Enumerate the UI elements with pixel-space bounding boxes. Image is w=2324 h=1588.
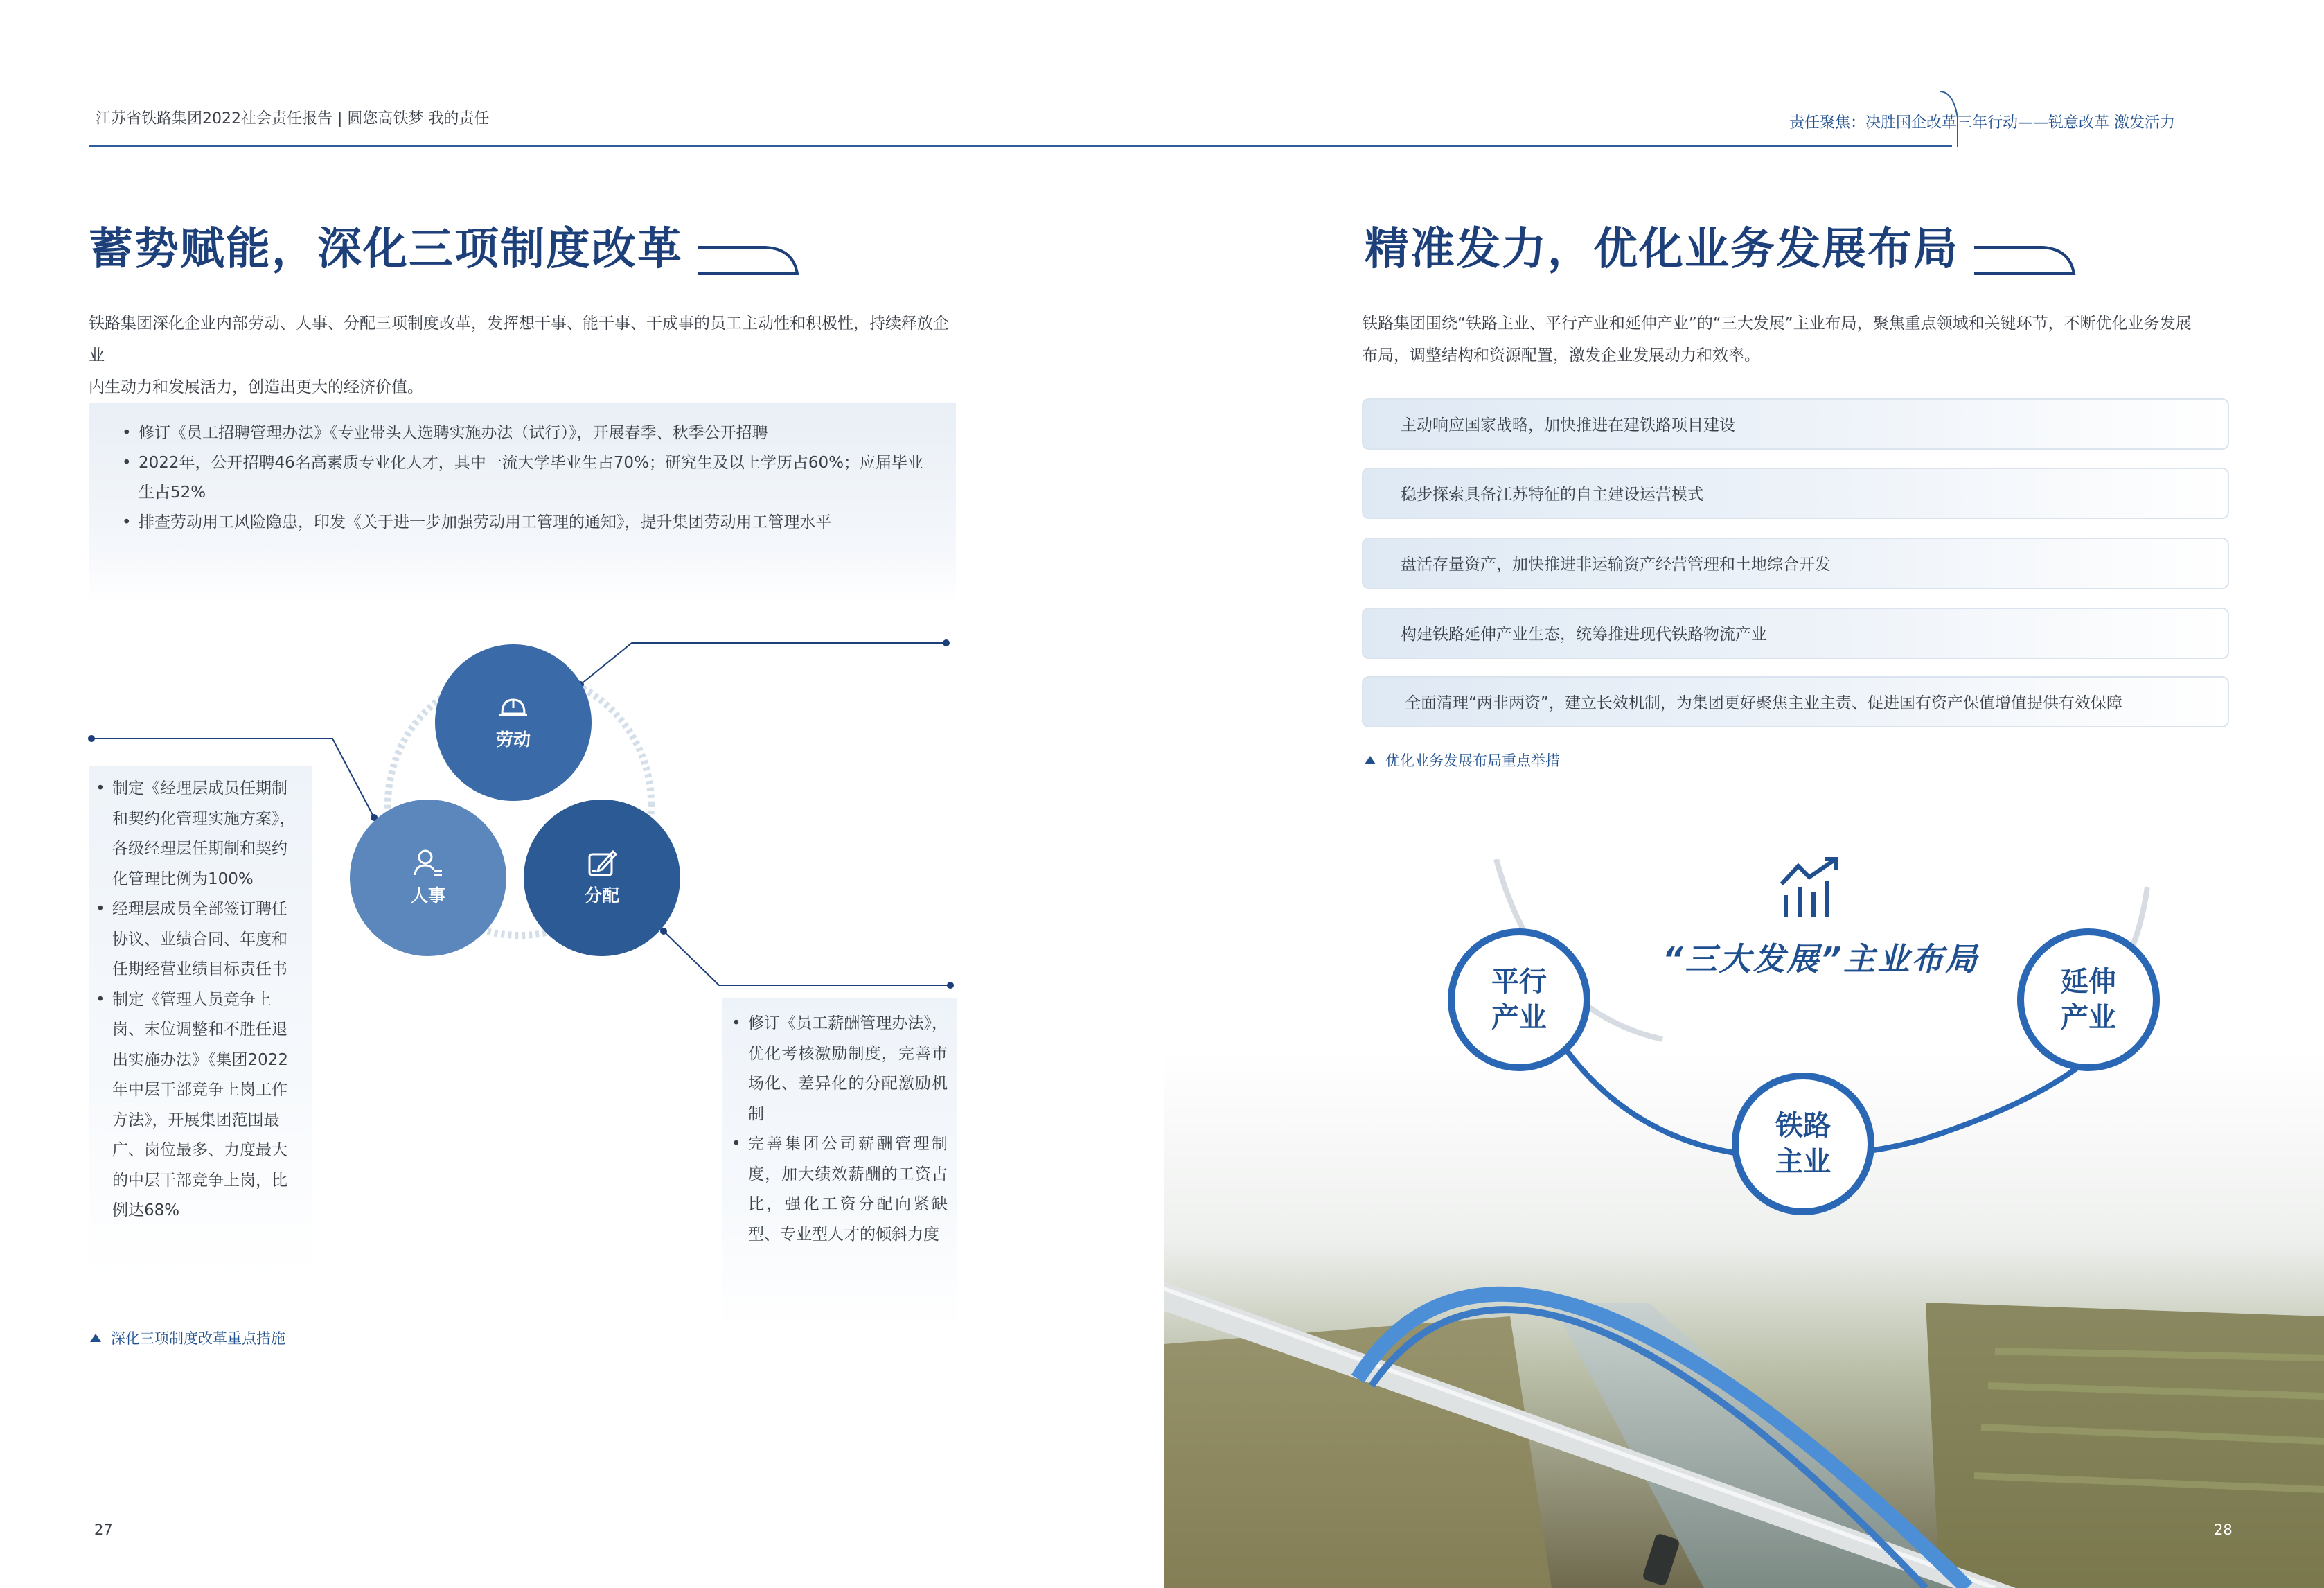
measure-item: 稳步探索具备江苏特征的自主建设运营模式 [1362, 468, 2229, 519]
railway-label-line-1: 铁路 [1775, 1110, 1831, 1142]
distribution-circle [524, 800, 680, 956]
section-breadcrumb: 责任聚焦：决胜国企改革三年行动——锐意改革 激发活力 [1789, 114, 2175, 132]
business-layout-title: “三大发展”主业布局 [1662, 940, 1980, 978]
right-intro-line-1: 铁路集团围绕“铁路主业、平行产业和延伸产业”的“三大发展”主业布局，聚焦重点领域和关键环节，不断优化业务发展 [1362, 315, 2192, 333]
list-item: • 2022年，公开招聘46名高素质专业化人才，其中一流大学毕业生占70%；研究生及以上学历占60%；应届毕业生占52% [119, 448, 937, 508]
header-curve-decoration [1940, 90, 1960, 148]
triangle-icon [1365, 756, 1376, 764]
title-train-decoration [1973, 239, 2077, 279]
parallel-industry-circle [1448, 928, 1590, 1071]
list-item: • 修订《员工招聘管理办法》《专业带头人选聘实施办法（试行）》，开展春季、秋季公开招聘 [119, 418, 937, 448]
distribution-label: 分配 [584, 885, 619, 906]
list-item: • 完善集团公司薪酬管理制度，加大绩效薪酬的工资占比，强化工资分配向紧缺型、专业型人才的倾斜力度 [729, 1129, 948, 1250]
personnel-circle [350, 800, 506, 956]
list-item: • 制定《管理人员竞争上岗、末位调整和不胜任退出实施办法》《集团2022年中层干部竞争上岗工作方法》，开展集团范围最广、岗位最多、力度最大的中层干部竞争上岗，比例达68% [93, 985, 301, 1226]
labor-label: 劳动 [495, 730, 531, 750]
right-intro-line-2: 布局，调整结构和资源配置，激发企业发展动力和效率。 [1362, 346, 1760, 364]
helmet-icon [498, 694, 529, 722]
distribution-measures-box [722, 998, 957, 1330]
edit-document-icon [587, 849, 617, 878]
report-title: 江苏省铁路集团2022社会责任报告 | 圆您高铁梦 我的责任 [96, 110, 490, 127]
right-caption-text: 优化业务发展布局重点举措 [1385, 752, 1560, 769]
person-icon [413, 849, 443, 878]
growth-chart-icon [1777, 856, 1841, 920]
left-intro-line-1: 铁路集团深化企业内部劳动、人事、分配三项制度改革，发挥想干事、能干事、干成事的员工主动性和积极性，持续释放企业 [89, 315, 949, 364]
extension-label-line-2: 产业 [2061, 1002, 2116, 1034]
left-caption [90, 1327, 285, 1348]
railway-label-line-2: 主业 [1775, 1146, 1831, 1178]
extension-label-line-1: 延伸 [2061, 966, 2116, 998]
personnel-label: 人事 [410, 885, 445, 906]
left-page-number: 27 [94, 1521, 113, 1538]
right-intro [1362, 308, 2235, 371]
extension-industry-circle [2017, 928, 2160, 1071]
measure-item: 盘活存量资产，加快推进非运输资产经营管理和土地综合开发 [1362, 538, 2229, 589]
left-intro-line-2: 内生动力和发展活力，创造出更大的经济价值。 [89, 378, 423, 396]
list-item: • 经理层成员全部签订聘任协议、业绩合同、年度和任期经营业绩目标责任书 [93, 894, 301, 985]
list-item: • 制定《经理层成员任期制和契约化管理实施方案》，各级经理层任期制和契约化管理比例为100% [93, 774, 301, 894]
personnel-measures-list [93, 774, 301, 1226]
distribution-measures-list [729, 1009, 948, 1250]
list-item: • 排查劳动用工风险隐患，印发《关于进一步加强劳动用工管理的通知》，提升集团劳动用工管理水平 [119, 508, 937, 538]
parallel-label-line-2: 产业 [1491, 1002, 1547, 1034]
parallel-label-line-1: 平行 [1491, 966, 1547, 998]
right-caption [1365, 750, 1560, 770]
measure-item: 构建铁路延伸产业生态，统筹推进现代铁路物流产业 [1362, 608, 2229, 659]
labor-circle [435, 644, 592, 801]
railway-main-business-circle [1732, 1073, 1874, 1215]
left-section-title: 蓄势赋能，深化三项制度改革 [89, 224, 683, 275]
left-caption-text: 深化三项制度改革重点措施 [111, 1330, 285, 1347]
right-page-number: 28 [2214, 1521, 2233, 1538]
measure-item: 全面清理“两非两资”，建立长效机制，为集团更好聚焦主业主责、促进国有资产保值增值提供有效保障 [1362, 676, 2229, 727]
personnel-measures-box [89, 766, 312, 1278]
list-item: • 修订《员工薪酬管理办法》，优化考核激励制度，完善市场化、差异化的分配激励机制 [729, 1009, 948, 1129]
measure-item: 主动响应国家战略，加快推进在建铁路项目建设 [1362, 398, 2229, 450]
right-section-title: 精准发力，优化业务发展布局 [1365, 224, 1959, 275]
triangle-icon [90, 1334, 101, 1342]
